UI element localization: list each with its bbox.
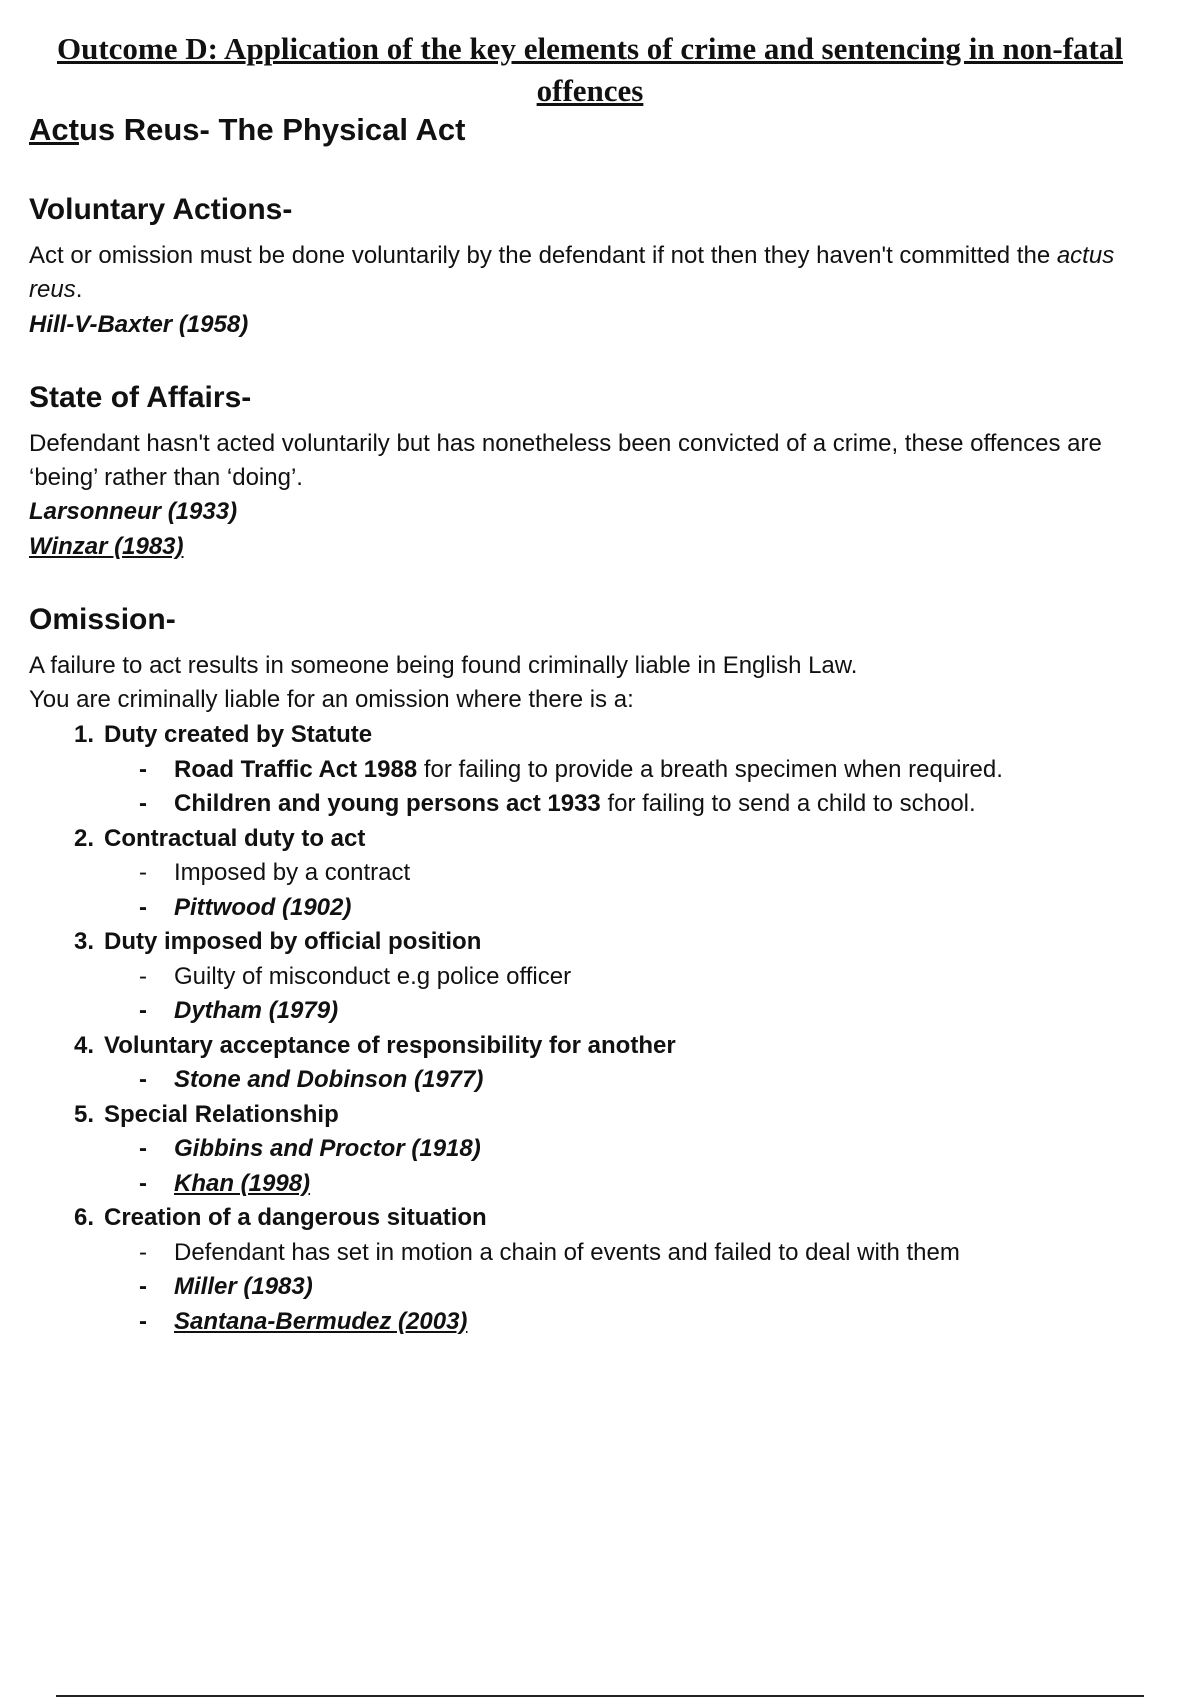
- statute-text: for failing to send a child to school.: [600, 790, 976, 817]
- statute-text: for failing to provide a breath specimen when required.: [417, 755, 1003, 783]
- sub-item: [29, 891, 1159, 926]
- bullet-dash: -: [139, 893, 147, 921]
- duty-title: Duty imposed by official position: [104, 928, 482, 955]
- duty-number: 4.: [73, 1031, 94, 1059]
- case-dytham: Dytham (1979): [174, 997, 339, 1024]
- sub-item: [29, 994, 1159, 1029]
- statute-name: Road Traffic Act 1988: [174, 755, 418, 783]
- sub-item: [29, 1132, 1159, 1167]
- sub-item: [29, 1305, 1159, 1340]
- bullet-dash: -: [139, 1169, 147, 1197]
- case-winzar: Winzar (1983): [29, 533, 184, 560]
- voluntary-text-end: .: [75, 276, 83, 303]
- duty-number: 2.: [73, 824, 94, 852]
- duty-item: [29, 822, 1159, 926]
- duty-sublist: [29, 753, 1159, 822]
- duty-sublist: [29, 856, 1159, 925]
- duty-number: 6.: [73, 1204, 94, 1231]
- sub-item: [29, 753, 1159, 788]
- duty-item: [29, 1201, 1159, 1339]
- voluntary-actions-heading: Voluntary Actions-: [29, 193, 293, 226]
- state-of-affairs-heading: State of Affairs-: [29, 381, 252, 414]
- duty-number: 1.: [73, 721, 94, 748]
- page-title: Outcome D: Application of the key elements of crime and sentencing in non-fatal offences: [57, 31, 1123, 108]
- bullet-dash: -: [139, 1135, 147, 1162]
- duty-sublist: [29, 1132, 1159, 1201]
- sub-item: [29, 787, 1159, 822]
- sub-item: [29, 1167, 1159, 1202]
- case-miller: Miller (1983): [174, 1273, 313, 1300]
- sub-item: [29, 1236, 1159, 1271]
- duty-title: Voluntary acceptance of responsibility for another: [104, 1031, 676, 1059]
- duty-title: Duty created by Statute: [104, 721, 373, 748]
- voluntary-actions-text: [29, 239, 1159, 307]
- omission-text-2: You are criminally liable for an omission where there is a:: [29, 686, 634, 713]
- bullet-dash: -: [139, 1307, 147, 1335]
- duty-number: 5.: [73, 1100, 94, 1128]
- voluntary-text-italic: actus reus: [29, 242, 1115, 303]
- omission-text-1: A failure to act results in someone being found criminally liable in English Law.: [29, 652, 858, 679]
- bullet-dash: -: [139, 1066, 147, 1093]
- duties-list: [29, 718, 1159, 1339]
- duty-item: [29, 1029, 1159, 1098]
- case-pittwood: Pittwood (1902): [174, 893, 352, 921]
- sub-item: [29, 1063, 1159, 1098]
- sub-text: Defendant has set in motion a chain of events and failed to deal with them: [174, 1238, 960, 1266]
- duty-title: Creation of a dangerous situation: [104, 1204, 487, 1231]
- statute-name: Children and young persons act 1933: [174, 790, 601, 817]
- case-larsonneur: Larsonneur (1933): [29, 498, 238, 525]
- sub-text: Imposed by a contract: [174, 859, 411, 886]
- case-hill-v-baxter: Hill-V-Baxter (1958): [29, 311, 249, 338]
- duty-sublist: [29, 1236, 1159, 1340]
- heading-rest: us Reus- The Physical Act: [78, 112, 466, 147]
- bullet-dash: -: [139, 755, 147, 783]
- bullet-dash: -: [139, 859, 147, 886]
- duty-number: 3.: [73, 928, 94, 955]
- state-of-affairs-text: Defendant hasn't acted voluntarily but has nonetheless been convicted of a crime, these offences are ‘being’ rather than ‘doing’.: [29, 430, 1102, 491]
- omission-heading: Omission-: [29, 603, 176, 636]
- case-gibbins-and-proctor: Gibbins and Proctor (1918): [174, 1135, 481, 1162]
- sub-item: [29, 1270, 1159, 1305]
- duty-item: [29, 718, 1159, 822]
- duty-title: Contractual duty to act: [104, 824, 366, 852]
- heading-underlined-part: Act: [29, 112, 79, 147]
- bullet-dash: -: [139, 997, 147, 1024]
- sub-text: Guilty of misconduct e.g police officer: [174, 962, 572, 990]
- voluntary-text-part: Act or omission must be done voluntarily by the defendant if not then they haven't committed the: [29, 242, 1057, 269]
- bullet-dash: -: [139, 1238, 147, 1266]
- duty-sublist: [29, 960, 1159, 1029]
- case-stone-and-dobinson: Stone and Dobinson (1977): [174, 1066, 484, 1093]
- duty-sublist: [29, 1063, 1159, 1098]
- bullet-dash: -: [139, 962, 147, 990]
- sub-item: [29, 856, 1159, 891]
- bullet-dash: -: [139, 1273, 147, 1300]
- duty-item: [29, 1098, 1159, 1202]
- actus-reus-heading: [29, 112, 465, 148]
- sub-item: [29, 960, 1159, 995]
- case-khan: Khan (1998): [174, 1169, 311, 1197]
- duty-item: [29, 925, 1159, 1029]
- duty-title: Special Relationship: [104, 1100, 339, 1128]
- case-santana-bermudez: Santana-Bermudez (2003): [174, 1307, 468, 1335]
- bullet-dash: -: [139, 790, 147, 817]
- footer-divider: [56, 1695, 1144, 1697]
